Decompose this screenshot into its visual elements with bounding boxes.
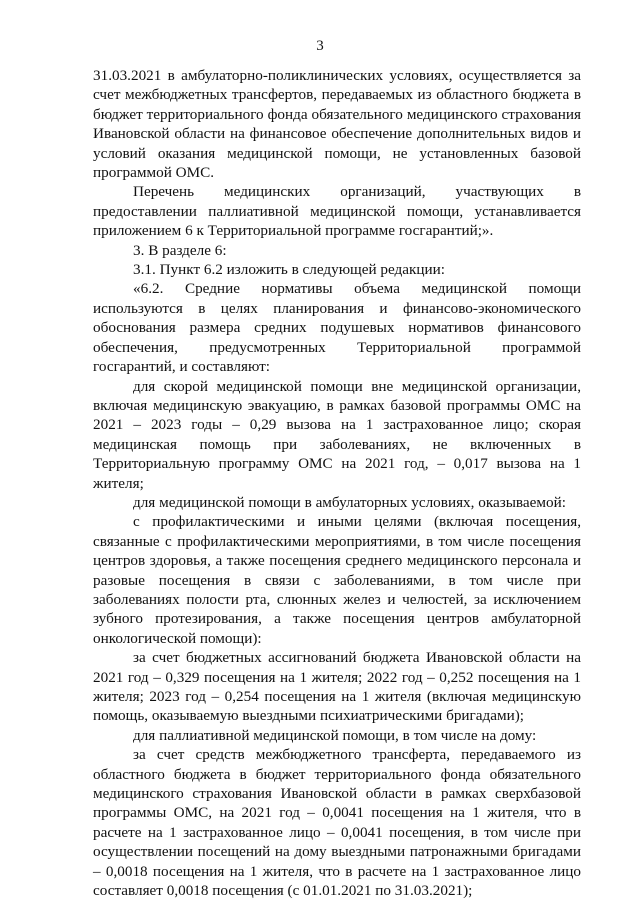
paragraph: за счет средств межбюджетного трансферта, передаваемого из областного бюджета в бюджет территориального фонда обязательного медицинского страхования Ивановской области в рамках сверхбазовой программы ОМС, на 2021 год – 0,0041 посещения на 1 жителя, что в расчете на 1 застрахованное лицо – 0,0041 посещения, в том числе при осуществлении посещений на дому выездными патронажными бригадами – 0,0018 посещения на 1 жителя, что в расчете на 1 застрахованное лицо составляет 0,0018 посещения (с 01.01.2021 по 31.03.2021); (93, 746, 581, 900)
paragraph: 3. В разделе 6: (133, 241, 227, 259)
paragraph: 3.1. Пункт 6.2 изложить в следующей редакции: (133, 261, 446, 279)
paragraph: «6.2. Средние нормативы объема медицинской помощи используются в целях планирования и финансово-экономического обоснования размера средних подушевых нормативов финансового обеспечения, предусмотренных Территориальной программой госгарантий, и составляют: (93, 280, 581, 376)
paragraph: 31.03.2021 в амбулаторно-поликлинических условиях, осуществляется за счет межбюджетных трансфертов, передаваемых из областного бюджета в бюджет территориального фонда обязательного медицинского страхования Ивановской области на финансовое обеспечение дополнительных видов и условий оказания медицинской помощи, не установленных базовой программой ОМС. (93, 67, 581, 182)
paragraph: за счет бюджетных ассигнований бюджета Ивановской области на 2021 год – 0,329 посещения на 1 жителя; 2022 год – 0,252 посещения на 1 жителя; 2023 год – 0,254 посещения на 1 жителя (включая медицинскую помощь, оказываемую выездными психиатрическими бригадами); (93, 649, 581, 725)
paragraph: для паллиативной медицинской помощи, в том числе на дому: (133, 726, 537, 744)
paragraph: для медицинской помощи в амбулаторных условиях, оказываемой: (133, 493, 566, 511)
document-body (93, 66, 581, 900)
paragraph: для скорой медицинской помощи вне медицинской организации, включая медицинскую эвакуацию, в рамках базовой программы ОМС на 2021 – 2023 годы – 0,29 вызова на 1 застрахованное лицо; скорая медицинская помощь при заболеваниях, не включенных в Территориальную программу ОМС на 2021 год, – 0,017 вызова на 1 жителя; (93, 377, 581, 492)
paragraph: с профилактическими и иными целями (включая посещения, связанные с профилактическими мероприятиями, в том числе посещения центров здоровья, а также посещения среднего медицинского персонала и разовые посещения в связи с заболеваниями, в том числе при заболеваниях полости рта, слюнных желез и челюстей, за исключением зубного протезирования, а также посещения центров амбулаторной онкологической помощи): (93, 513, 581, 647)
page-number: 3 (316, 38, 324, 54)
paragraph: Перечень медицинских организаций, участвующих в предоставлении паллиативной медицинской помощи, устанавливается приложением 6 к Территориальной программе госгарантий;». (93, 183, 581, 240)
